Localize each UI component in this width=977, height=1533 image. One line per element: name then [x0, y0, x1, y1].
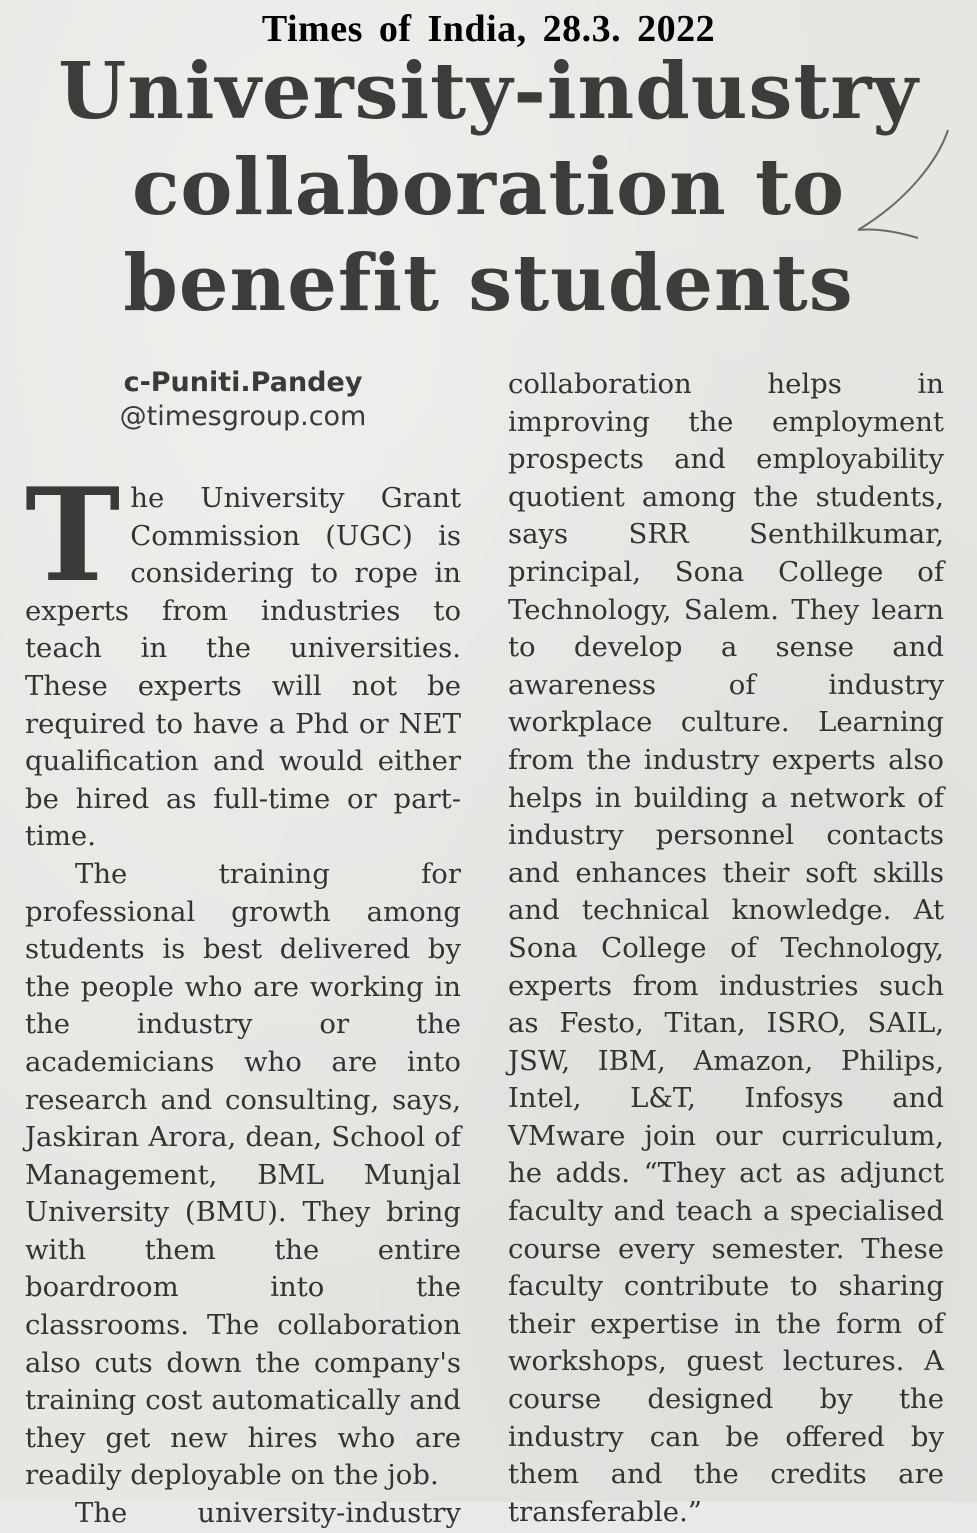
headline [20, 44, 957, 332]
article-column-right [508, 366, 944, 1531]
pen-mark-icon [838, 120, 977, 280]
headline-line-3: benefit students [123, 238, 854, 329]
article-column-left [25, 461, 461, 1533]
publication-name: Times of India, [261, 8, 527, 50]
byline-email: @timesgroup.com [119, 401, 367, 432]
publication-date: 28.3. 2022 [542, 8, 716, 50]
byline-name: c-Puniti.Pandey [123, 367, 363, 398]
article-paragraph-2: The training for professional growth among students is best delivered by the people who are working in the industry or the academicians who are into research and consulting, says, Jaskiran Arora, dean, School of Management, BML Munjal University (BMU). They bring with them the entire boardroom into the classrooms. The collaboration also cuts down the company's training cost automatically and they get new hires who are readily deployable on the job. [25, 857, 461, 1492]
drop-cap: T [25, 461, 121, 611]
byline [25, 366, 461, 434]
article-paragraph-1 [25, 461, 461, 856]
article-paragraph-3-continued: collaboration helps in improving the employment prospects and employability quotient among the students, says SRR Senthilkumar, principal, Sona College of Technology, Salem. They learn to develop a sense and awareness of industry workplace culture. Learning from the industry experts also helps in building a network of industry personnel contacts and enhances their soft skills and technical knowledge. At Sona College of Technology, experts from industries such as Festo, Titan, ISRO, SAIL, JSW, IBM, Amazon, Philips, Intel, L&T, Infosys and VMware join our curriculum, he adds. “They act as adjunct faculty and teach a specialised course every semester. These faculty contribute to sharing their expertise in the form of workshops, guest lectures. A course designed by the industry can be offered by them and the credits are transferable.” [508, 368, 944, 1528]
article-paragraph-3-start: The university-industry [75, 1497, 461, 1530]
headline-line-2: collaboration to [131, 142, 846, 233]
headline-line-1: University-industry [58, 46, 919, 137]
paragraph-1-text: he University Grant Commission (UGC) is considering to rope in experts from industries to teach in the universities. These experts will not be required to have a Phd or NET qualification and would either be hired as full-time or part-time. [25, 482, 461, 853]
